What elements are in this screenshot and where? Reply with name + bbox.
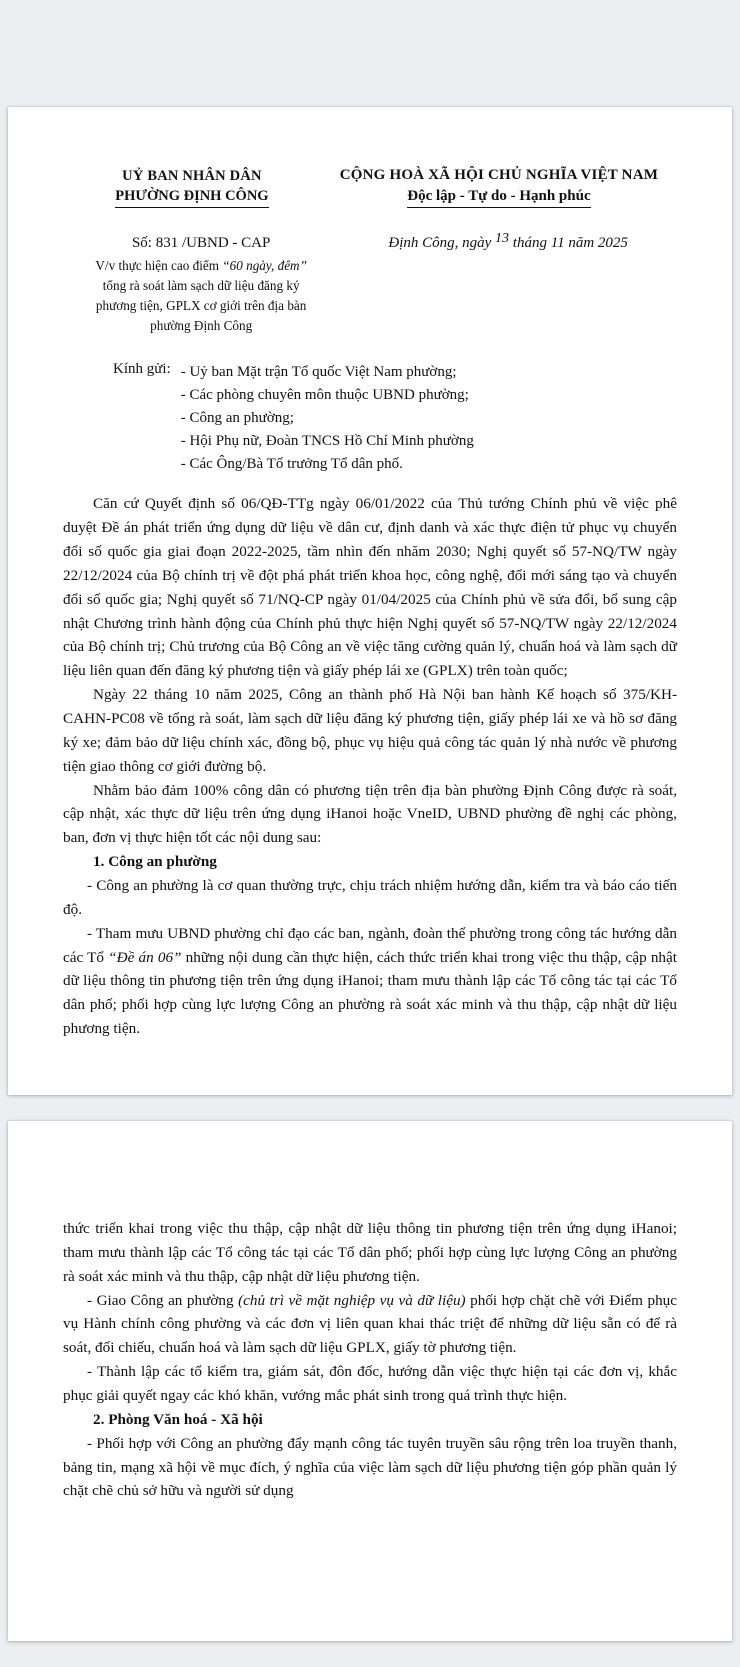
issuing-authority-block (63, 165, 321, 208)
section-1-item-4: - Thành lập các tổ kiểm tra, giám sát, đôn đốc, hướng dẫn việc thực hiện tại các đơn vị, khắc phục giải quyết ngay các khó khăn, vướng mắc phát sinh trong quá trình thực hiện. (63, 1363, 677, 1405)
place-date-block (339, 233, 677, 252)
body-paragraph-1: Căn cứ Quyết định số 06/QĐ-TTg ngày 06/01/2022 của Thủ tướng Chính phủ về việc phê duyệt Đề án phát triển ứng dụng dữ liệu về dân cư, định danh và xác thực điện tử phục vụ chuyển đổi số quốc gia giai đoạn 2022-2025, tầm nhìn đến nhăm 2030; Nghị quyết số 57-NQ/TW ngày 22/12/2024 của Bộ chính trị về đột phá phát triển khoa học, công nghệ, đổi mới sáng tạo và chuyển đổi số quốc gia; Nghị quyết số 71/NQ-CP ngày 01/04/2025 của Chính phủ về sửa đổi, bổ sung cập nhật Chương trình hành động của Chính phủ thực hiện Nghị quyết số 57-NQ/TW ngày 22/12/2024 của Bộ chính trị; Chủ trương của Bộ Công an về việc tăng cường quản lý, chuẩn hoá và làm sạch dữ liệu liên quan đến đăng ký phương tiện và giấy phép lái xe (GPLX) trên toàn quốc; (63, 495, 677, 680)
body-paragraph-3: Nhằm bảo đảm 100% công dân có phương tiện trên địa bàn phường Định Công được rà soát, cập nhật, xác thực dữ liệu trên ứng dụng iHanoi hoặc VneID, UBND phường đề nghị các phòng, ban, đơn vị thực hiện tốt các nội dung sau: (63, 781, 677, 847)
subject-line-1 (63, 256, 339, 276)
document-number: Số: 831 /UBND - CAP (131, 235, 271, 252)
document-header (63, 165, 677, 208)
section-1-item-3 (63, 1289, 677, 1361)
issuing-authority-line2: PHƯỜNG ĐỊNH CÔNG (115, 186, 268, 208)
document-meta-row (63, 233, 677, 335)
section-1-item-3-part2: phối hợp chặt chẽ với Điểm phục vụ Hành chính công phường và các đơn vị liên quan khai thác triệt để những dữ liệu sẵn có để rà soát, đối chiếu, chuẩn hoá và làm sạch dữ liệu GPLX, giấy tờ phương tiện. (63, 1291, 678, 1357)
place-date-prefix: Định Công, ngày (388, 235, 496, 252)
subject-line-3: phương tiện, GPLX cơ giới trên địa bàn (95, 297, 307, 313)
body-paragraph-2: Ngày 22 tháng 10 năm 2025, Công an thành phố Hà Nội ban hành Kế hoạch số 375/KH-CAHN-PC08 về tổng rà soát, làm sạch dữ liệu đăng ký phương tiện, giấy phép lái xe và hồ sơ đăng ký xe; đảm bảo dữ liệu chính xác, đồng bộ, phục vụ hiệu quả công tác quản lý nhà nước về phương tiện giao thông cơ giới đường bộ. (63, 686, 677, 775)
section-1-item-2-quote: “Đề án 06” (108, 948, 182, 966)
recipient-item: - Các phòng chuyên môn thuộc UBND phường; (180, 387, 469, 404)
document-body-page-2 (63, 1217, 677, 1503)
document-body-page-1 (63, 492, 677, 1041)
section-1-item-3-part1: - Giao Công an phường (87, 1291, 239, 1309)
place-date-suffix: tháng 11 năm 2025 (509, 235, 628, 252)
section-2-item-1: - Phối hợp với Công an phường đẩy mạnh công tác tuyên truyền sâu rộng trên loa truyền thanh, bảng tin, mạng xã hội về mục đích, ý nghĩa của việc làm sạch dữ liệu phương tiện góp phần quản lý chặt chẽ chủ sở hữu và người sử dụng (63, 1434, 677, 1500)
section-1-item-2 (63, 922, 677, 1041)
section-1-heading: 1. Công an phường (93, 853, 217, 871)
issuing-authority-line1: UỶ BAN NHÂN DÂN (122, 168, 262, 184)
section-1-item-3-italic: (chủ trì về mặt nghiệp vụ và dữ liệu) (238, 1291, 466, 1309)
national-title-line1: CỘNG HOÀ XÃ HỘI CHỦ NGHĨA VIỆT NAM (339, 167, 659, 183)
recipients-label: Kính gửi: (113, 361, 171, 378)
recipient-item: - Các Ông/Bà Tổ trưởng Tổ dân phố. (180, 455, 403, 472)
document-page-1 (8, 107, 732, 1095)
section-1-item-2-part2: những nội dung cần thực hiện, cách thức triển khai trong việc thu thập, cập nhật dữ liệu thông tin phương tiện trên ứng dụng iHanoi; tham mưu thành lập các Tổ công tác tại các Tổ dân phố; phối hợp cùng lực lượng Công an phường rà soát xác minh và thu thập, cập nhật dữ liệu phương tiện. (63, 948, 677, 1038)
page-2-continued-paragraph: thức triển khai trong việc thu thập, cập nhật dữ liệu thông tin phương tiện trên ứng dụng iHanoi; tham mưu thành lập các Tổ công tác tại các Tổ dân phố; phối hợp cùng lực lượng Công an phường rà soát xác minh và thu thập, cập nhật dữ liệu phương tiện. (63, 1220, 677, 1285)
recipient-item: - Công an phường; (180, 409, 294, 426)
document-number-block (63, 233, 339, 335)
issue-day: 13 (495, 231, 510, 247)
place-and-date (339, 231, 677, 252)
section-1-item-1: - Công an phường là cơ quan thường trực, chịu trách nhiệm hướng dẫn, kiểm tra và báo cáo tiến độ. (63, 877, 677, 918)
recipient-item: - Hội Phụ nữ, Đoàn TNCS Hồ Chí Minh phường (180, 432, 474, 449)
subject-line-1-quote: “60 ngày, đêm” (222, 258, 307, 274)
section-2-heading: 2. Phòng Văn hoá - Xã hội (93, 1410, 263, 1428)
recipients-block (63, 361, 677, 475)
subject-line-4: phường Định Công (150, 317, 253, 333)
section-1-item-2-part1: - Tham mưu UBND phường chỉ đạo các ban, ngành, đoàn thể phường trong công tác hướng dẫn các Tổ (63, 924, 677, 966)
recipient-item: - Uỷ ban Mặt trận Tổ quốc Việt Nam phường; (180, 364, 457, 381)
document-page-2 (8, 1121, 732, 1641)
national-title-block (321, 165, 677, 208)
recipients-list (181, 361, 474, 475)
document-subject (63, 256, 339, 335)
national-motto: Độc lập - Tự do - Hạnh phúc (407, 186, 590, 209)
subject-line-1-text: V/v thực hiện cao điểm (95, 258, 223, 274)
subject-line-2: tổng rà soát làm sạch dữ liệu đăng ký (102, 277, 300, 293)
